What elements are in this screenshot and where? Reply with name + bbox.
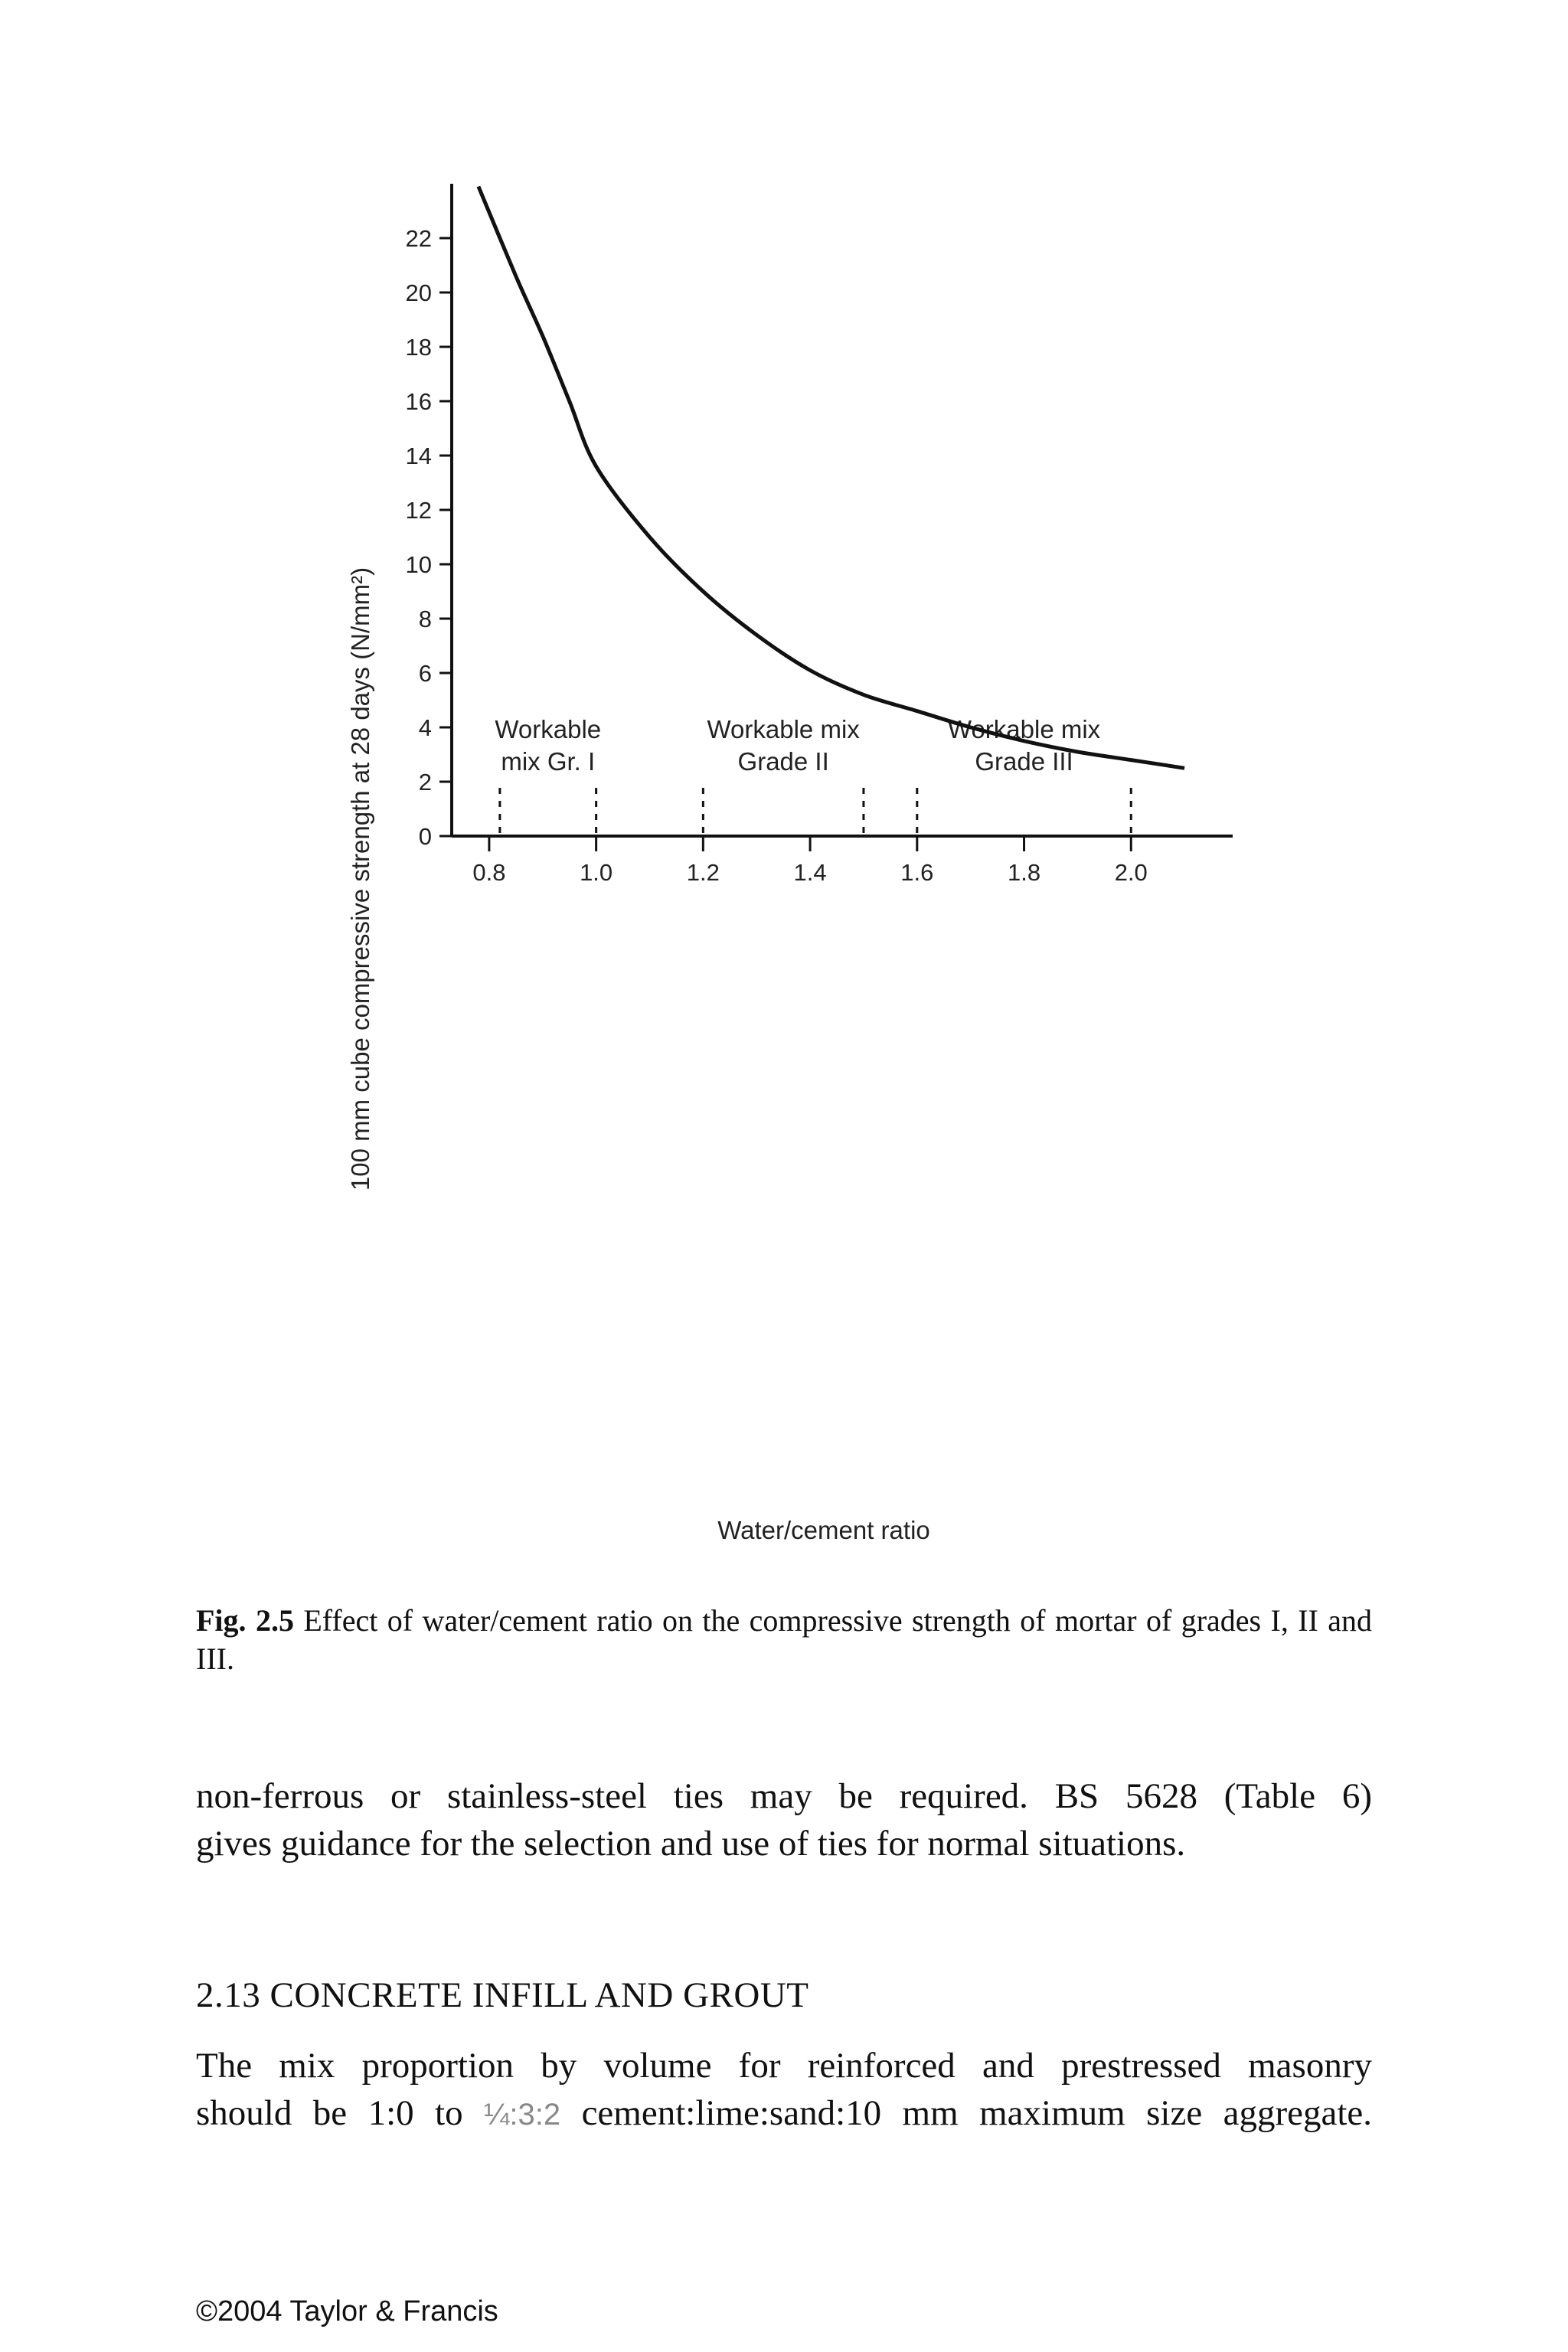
- x-tick-label: 1.6: [900, 859, 934, 886]
- y-tick-label: 10: [405, 551, 432, 578]
- section-heading: 2.13 CONCRETE INFILL AND GROUT: [196, 1975, 809, 2015]
- y-tick-label: 6: [418, 660, 432, 687]
- y-tick-label: 20: [405, 279, 432, 306]
- x-tick-label: 0.8: [472, 859, 506, 886]
- paragraph-2-text-a: should be 1:0 to: [196, 2093, 463, 2133]
- mix-fraction: ¼:3:2: [484, 2098, 561, 2132]
- x-tick-label: 1.2: [686, 859, 720, 886]
- zone-label-line1: Workable: [495, 715, 602, 743]
- figure-caption-text: Effect of water/cement ratio on the compressive strength of mortar of grades I, II and III.: [196, 1603, 1373, 1676]
- zone-label-line1: Workable mix: [707, 715, 860, 743]
- y-tick-label: 8: [418, 606, 432, 632]
- paragraph-2-line-2: [196, 2089, 1372, 2138]
- chart-ticks: [406, 225, 1148, 886]
- y-tick-label: 12: [405, 497, 432, 524]
- y-tick-label: 16: [405, 388, 432, 415]
- figure-label: Fig. 2.5: [196, 1603, 294, 1638]
- paragraph-2-text-b: cement:lime:sand:10 mm maximum size aggregate.: [581, 2093, 1373, 2133]
- x-tick-label: 1.0: [580, 859, 613, 886]
- zone-label-line2: mix Gr. I: [501, 747, 596, 776]
- zone-label-line2: Grade II: [737, 747, 829, 776]
- y-tick-label: 18: [405, 334, 432, 361]
- strength-curve: [479, 187, 1184, 769]
- workable-mix-zones: [495, 715, 1131, 833]
- paragraph-1-line-1: non-ferrous or stainless-steel ties may be required. BS 5628 (Table 6): [196, 1776, 1372, 1816]
- paragraph-1-line-2: gives guidance for the selection and use of ties for normal situations.: [196, 1824, 1186, 1864]
- y-tick-label: 22: [405, 225, 432, 252]
- copyright-footer: ©2004 Taylor & Francis: [196, 2295, 498, 2328]
- figure-caption: [196, 1602, 1372, 1678]
- y-tick-label: 2: [418, 769, 432, 795]
- x-axis-title: Water/cement ratio: [717, 1516, 930, 1544]
- x-tick-label: 1.4: [793, 859, 827, 886]
- y-tick-label: 0: [418, 823, 432, 850]
- y-axis-title-text: 100 mm cube compressive strength at 28 days (N/mm²): [346, 567, 374, 1191]
- zone-label-line1: Workable mix: [947, 715, 1101, 743]
- x-tick-label: 1.8: [1007, 859, 1041, 886]
- zone-label-line2: Grade III: [975, 747, 1073, 776]
- y-axis-title: [346, 567, 374, 1191]
- x-tick-label: 2.0: [1114, 859, 1148, 886]
- y-tick-label: 4: [418, 714, 432, 741]
- paragraph-2-line-1: The mix proportion by volume for reinforced and prestressed masonry: [196, 2046, 1372, 2086]
- y-tick-label: 14: [405, 443, 432, 469]
